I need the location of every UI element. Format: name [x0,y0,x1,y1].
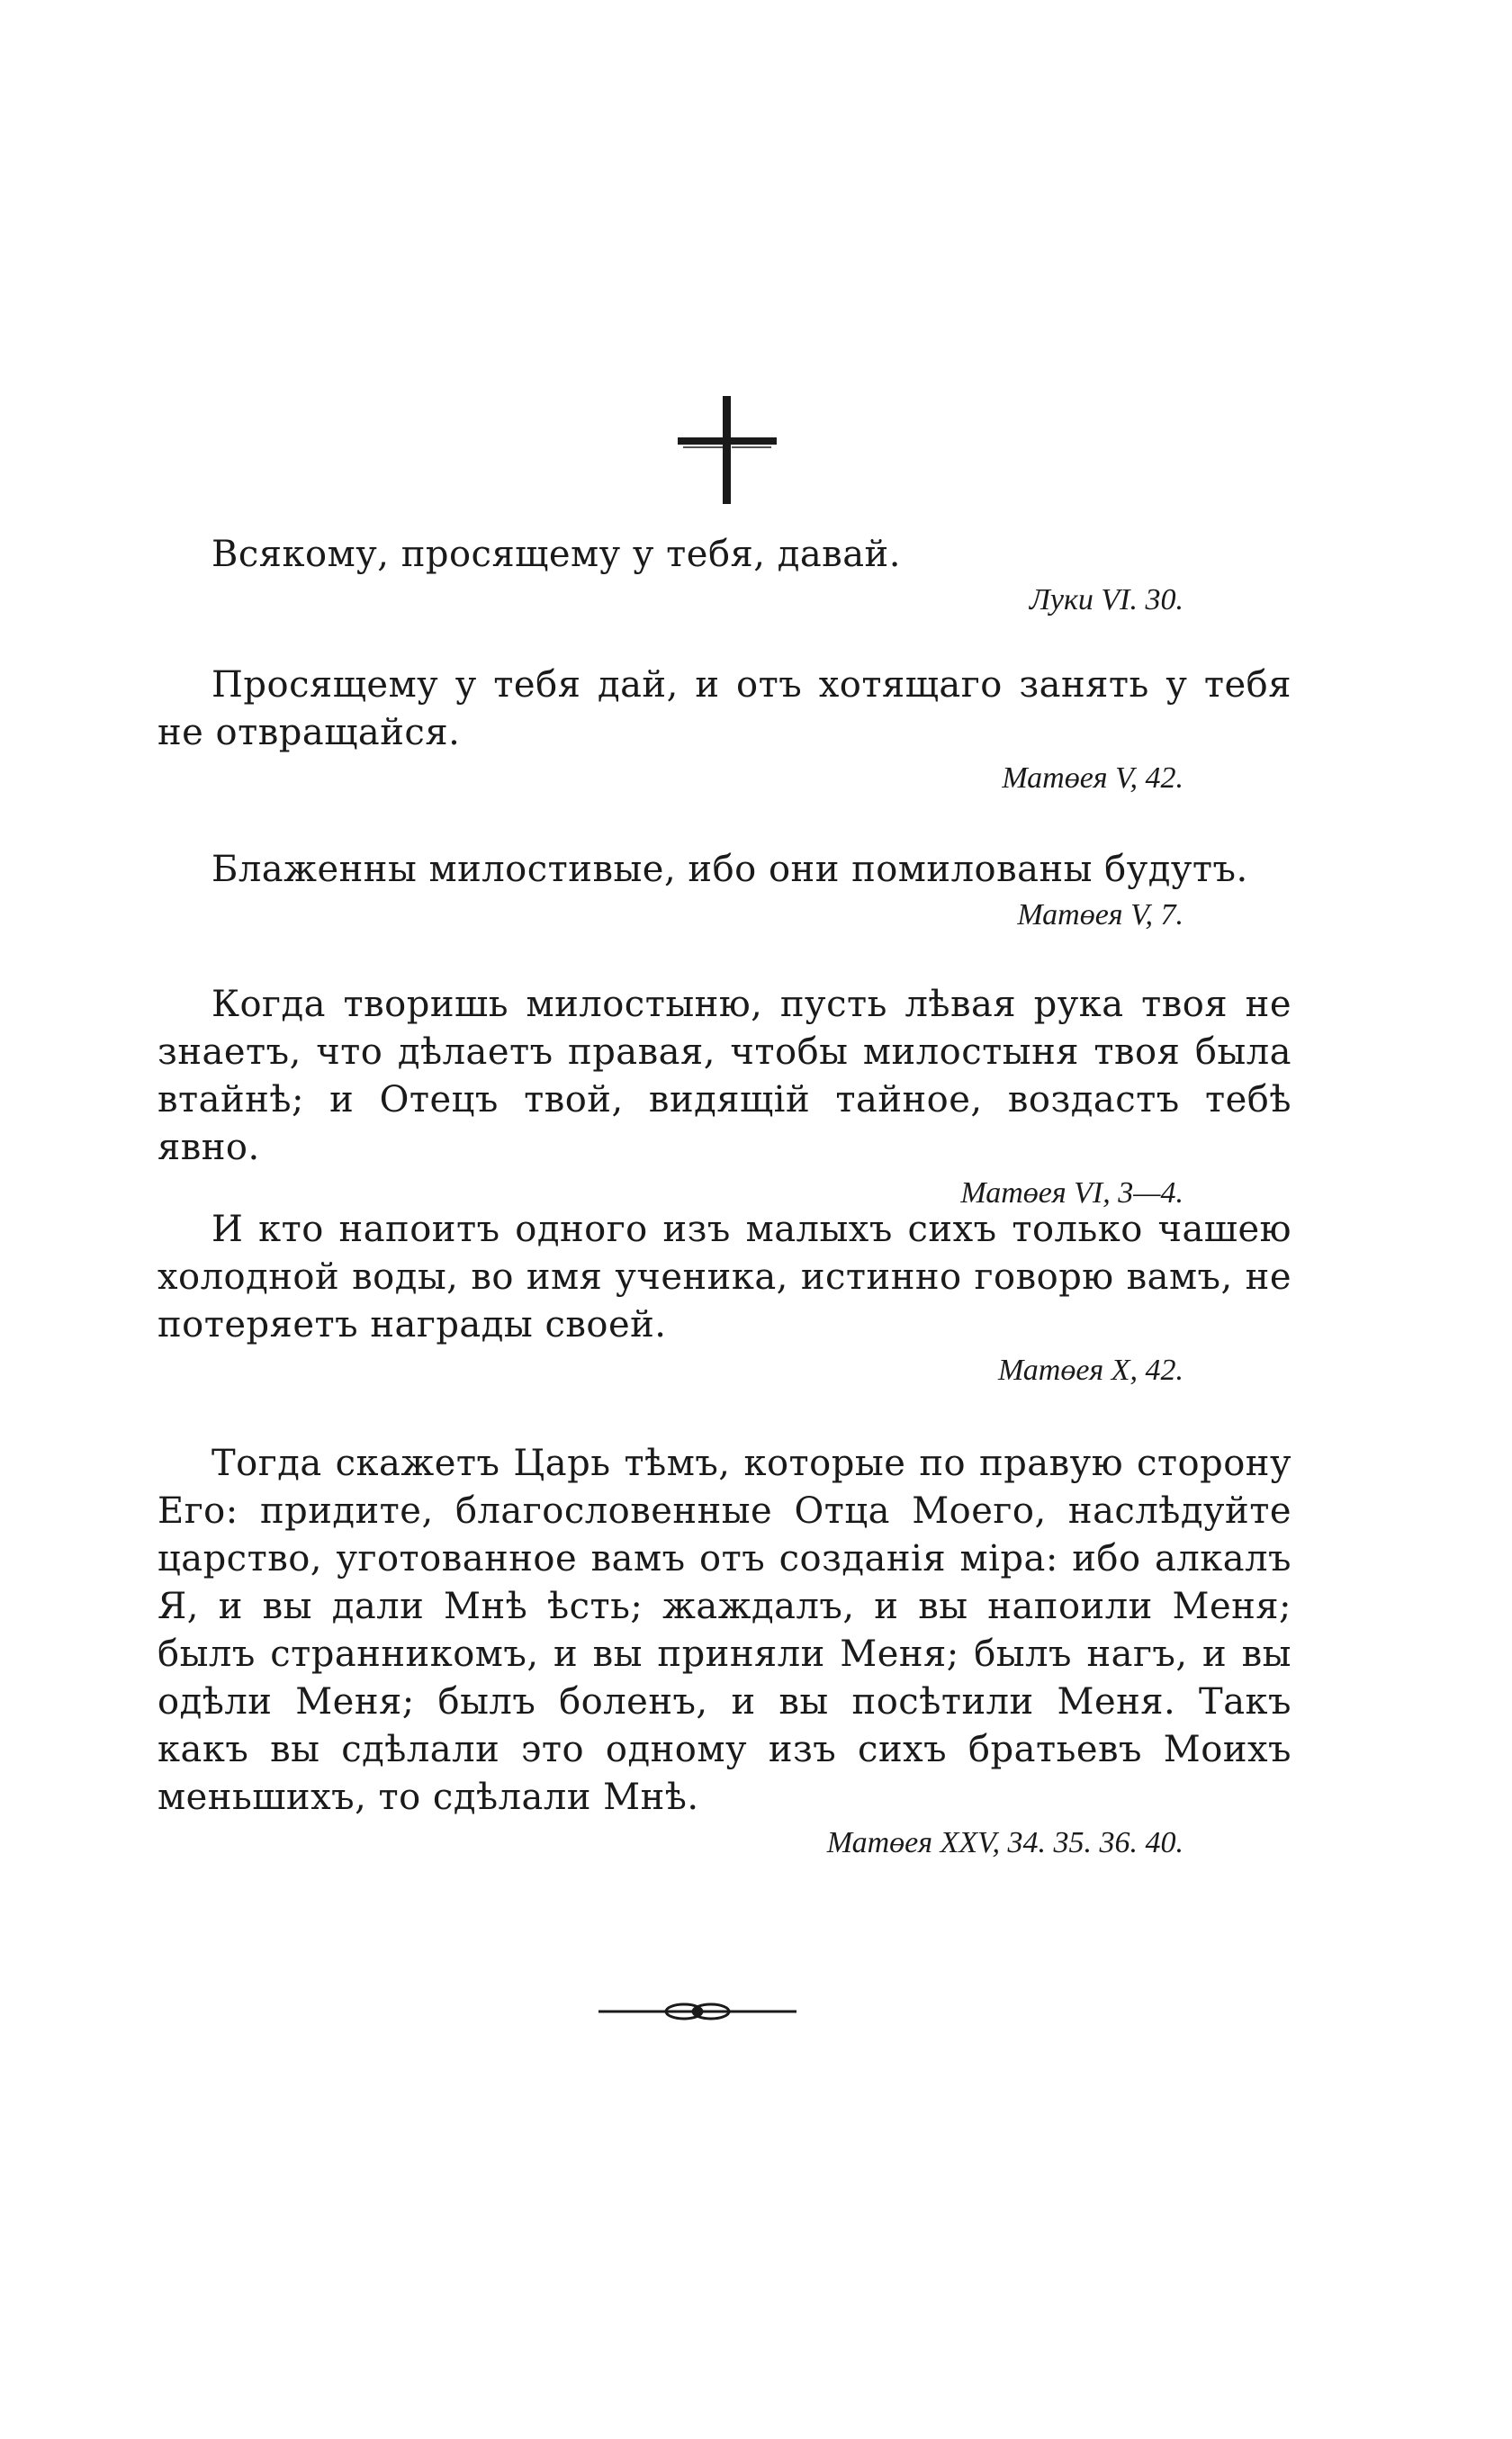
quote-text: Блаженны милостивые, ибо они помилованы будутъ. [212,849,1248,890]
quote-reference: Матөея XXV, 34. 35. 36. 40. [826,1826,1184,1859]
quote-text: Всякому, просящему у тебя, давай. [212,534,901,575]
quote-reference: Луки VI. 30. [1029,583,1184,616]
quote-text: И кто напоитъ одного изъ малыхъ сихъ только чашею холодной воды, во имя ученика, истинно говорю вамъ, не потеряетъ награды своей. [158,1209,1292,1346]
quote-5 [158,1206,1292,1390]
quote-text: Просящему у тебя дай, и отъ хотящаго занять у тебя не отвращайся. [158,664,1292,753]
quote-3 [158,846,1292,935]
ornament-divider-icon [598,1998,796,2025]
cross-icon [678,396,777,504]
quote-text: Когда творишь милостыню, пусть лѣвая рука твоя не знаетъ, что дѣлаетъ правая, чтобы милостыня твоя была втайнѣ; и Отецъ твой, видящій тайное, воздастъ тебѣ явно. [158,984,1292,1168]
quote-1 [158,531,1292,620]
quote-2 [158,662,1292,798]
quote-6 [158,1440,1292,1863]
quote-reference: Матөея X, 42. [997,1354,1184,1387]
quote-text: Тогда скажетъ Царь тѣмъ, которые по правую сторону Его: придите, благословенные Отца Моего, наслѣдуйте царство, уготованное вамъ отъ созданія міра: ибо алкалъ Я, и вы дали Мнѣ ѣсть; жаждалъ, и вы напоили Меня; былъ странникомъ, и вы приняли Меня; былъ нагъ, и вы одѣли Меня; былъ боленъ, и вы посѣтили Меня. Такъ какъ вы сдѣлали это одному изъ сихъ братьевъ Моихъ меньшихъ, то сдѣлали Мнѣ. [158,1443,1292,1818]
quote-reference: Матөея VI, 3—4. [960,1176,1184,1210]
quote-reference: Матөея V, 7. [1017,898,1184,932]
quote-4 [158,981,1292,1213]
quote-reference: Матөея V, 42. [1002,761,1184,795]
